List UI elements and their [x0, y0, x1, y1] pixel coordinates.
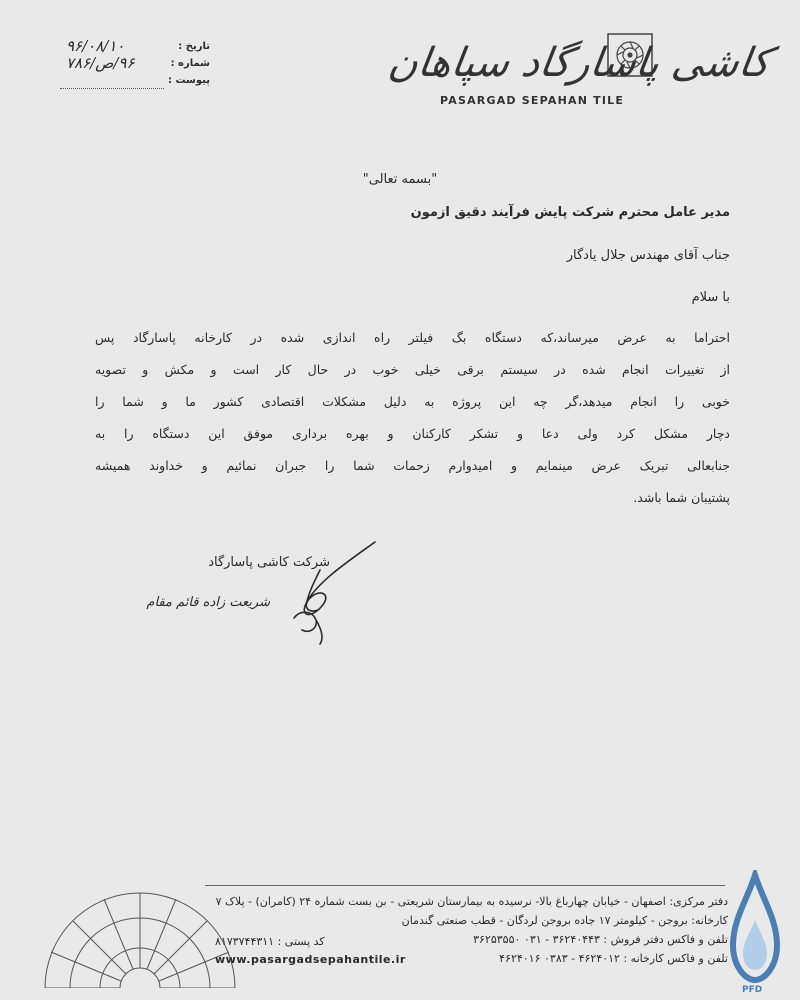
greeting: با سلام	[691, 290, 730, 305]
body-line: پشتیبان شما باشد.	[633, 490, 730, 505]
footer-factory-phone: تلفن و فاکس کارخانه : ۴۶۲۴۰۱۲ - ۰۳۸۳ ۴۶۲۴۰۱۶	[499, 952, 728, 965]
handwritten-signature-icon	[280, 540, 390, 650]
attachment-label: پیوست :	[167, 75, 210, 86]
footer-website: www.pasargadsepahantile.ir	[215, 953, 406, 966]
body-line: جنابعالی تبریک عرض مینمایم و امیدوارم زحمات شما را جبران نمائیم و خداوند همیشه	[95, 458, 730, 473]
basmala: "بسمه تعالی"	[362, 172, 438, 187]
addressee: مدیر عامل محترم شرکت پایش فرآیند دقیق ازمون	[410, 205, 730, 220]
footer-postal-code: کد پستی : ۸۱۷۳۷۴۴۳۱۱	[215, 935, 325, 948]
number-value: ۹۶/ص/۷۸۶	[66, 54, 135, 72]
signatory-name: شریعت زاده قائم مقام	[146, 595, 270, 610]
letter-meta	[60, 38, 210, 89]
logo-text-en: PASARGAD SEPAHAN TILE	[440, 94, 625, 107]
body-line: احتراما به عرض میرساند،که دستگاه بگ فیلتر راه اندازی شده در کارخانه پاسارگاد پس	[95, 330, 730, 345]
attachment-row	[60, 72, 210, 89]
letter-body	[95, 322, 730, 514]
footer-office-phone: تلفن و فاکس دفتر فروش : ۳۶۲۴۰۴۴۳ - ۰۳۱ ۳۶۲۵۳۵۵۰	[473, 933, 728, 946]
pfd-watermark-text: PFD	[742, 985, 763, 995]
date-value: ۹۶/۰۸/۱۰	[66, 37, 125, 55]
attention-line: جناب آقای مهندس جلال یادگار	[566, 248, 730, 263]
number-label: شماره :	[170, 58, 210, 69]
date-label: تاریخ :	[178, 41, 210, 52]
date-row	[60, 38, 210, 55]
footer-factory: کارخانه: بروجن - کیلومتر ۱۷ جاده بروجن لردگان - قطب صنعتی گندمان	[401, 914, 728, 927]
body-line: از تغییرات انجام شده در سیستم برقی خیلی خوب در حال کار است و مکش و تصویه	[95, 362, 730, 377]
body-line: خوبی را انجام میدهد،گر چه این پروژه به دلیل مشکلات اقتصادی کشور ما و شما را	[95, 394, 730, 409]
body-line: دچار مشکل کرد ولی دعا و تشکر کارکنان و بهره برداری موفق این دستگاه را به	[95, 426, 730, 441]
attachment-line	[60, 78, 164, 89]
footer-address: دفتر مرکزی: اصفهان - خیابان چهارباغ بالا- نرسیده به بیمارستان شریعتی - بن بست شماره ۲۴ (کامران) - پلاک ۷	[215, 895, 728, 908]
logo-text-fa: کاشی پاسارگاد سپاهان	[385, 40, 774, 86]
pfd-watermark-icon	[725, 870, 785, 990]
number-row	[60, 55, 210, 72]
footer-divider	[205, 885, 725, 886]
signatory-company: شرکت کاشی پاسارگاد	[208, 555, 330, 570]
